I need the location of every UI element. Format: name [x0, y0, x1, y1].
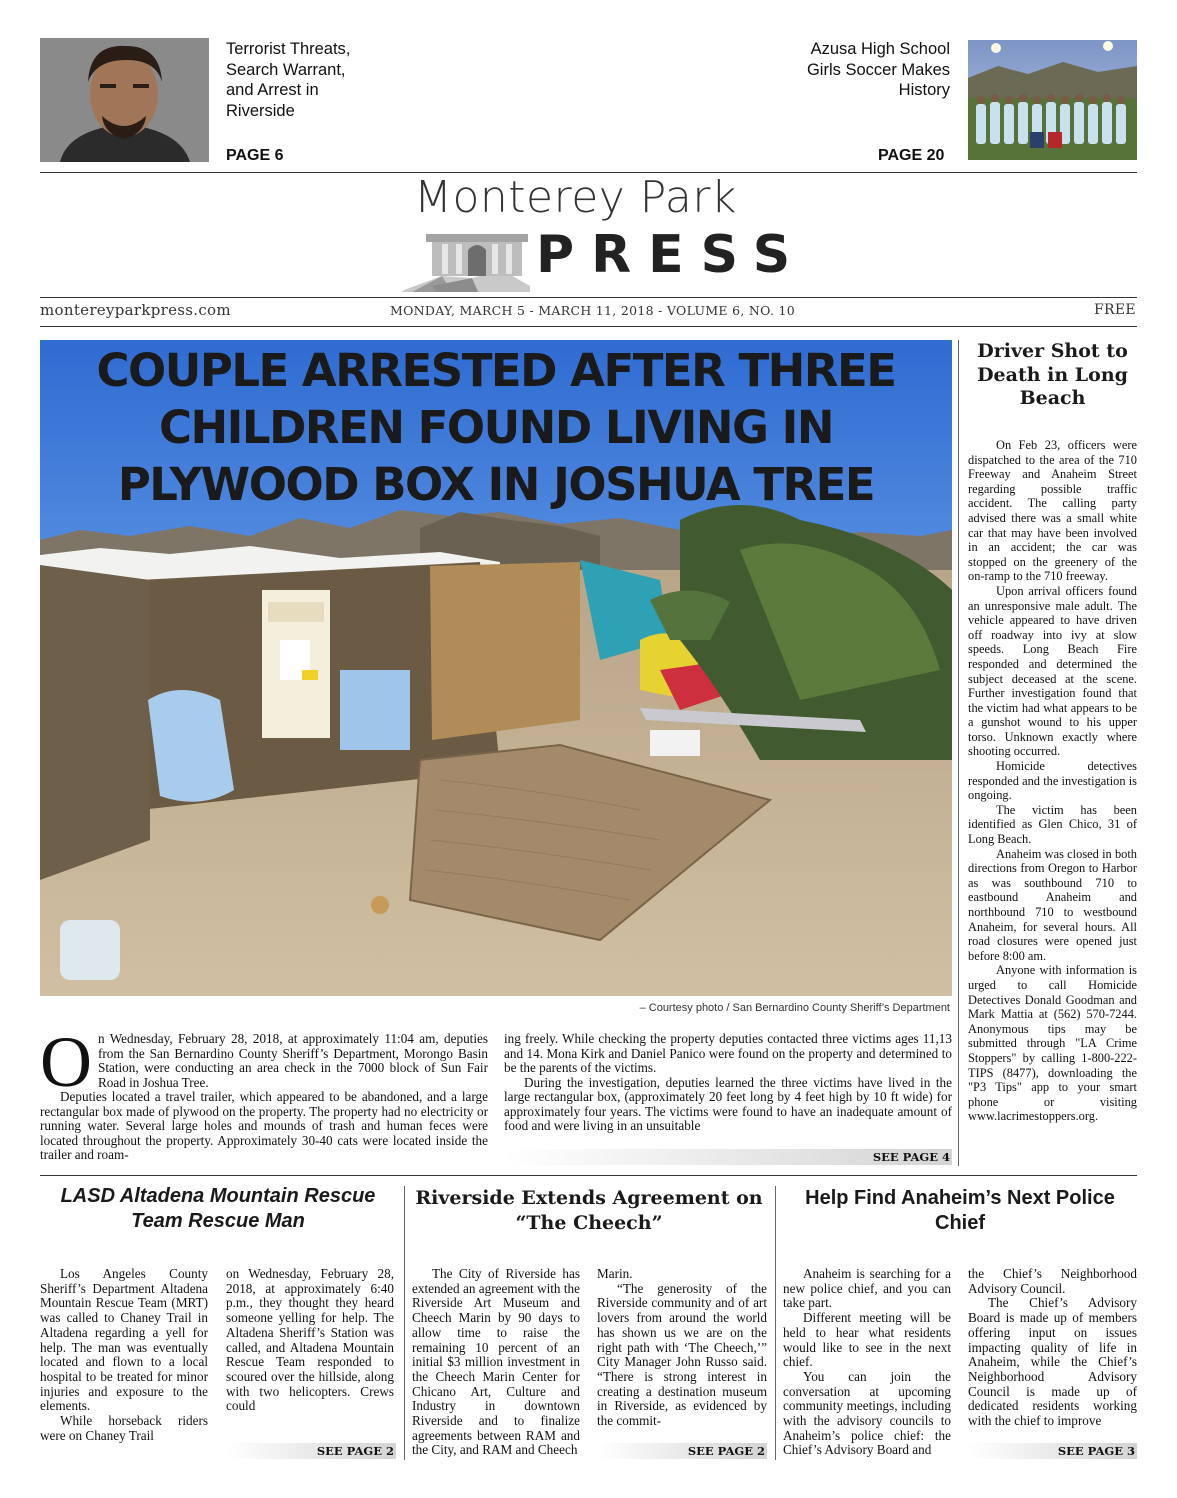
issue-info: MONDAY, MARCH 5 - MARCH 11, 2018 - VOLUME 6, NO. 10 — [390, 303, 796, 318]
see-page-label[interactable]: SEE PAGE 2 — [687, 1444, 765, 1458]
story1-column-2 — [226, 1267, 394, 1414]
story3-column-1 — [783, 1267, 951, 1458]
teaser-left-headline[interactable]: Terrorist Threats, Search Warrant, and Arrest in Riverside — [226, 40, 351, 120]
story1-headline[interactable]: LASD Altadena Mountain Rescue Team Rescue Man — [60, 1185, 376, 1232]
see-page-label[interactable]: SEE PAGE 2 — [316, 1444, 394, 1458]
see-page-label[interactable]: SEE PAGE 3 — [1057, 1444, 1135, 1458]
teaser-right-page[interactable]: PAGE 20 — [878, 147, 945, 164]
lead-story-paragraph: Deputies located a travel trailer, which appeared to be abandoned, and a large rectangular box made of plywood on the property. The property had no electricity or running water. Several large holes and mounds of trash and human feces were located throughout the property. Approximately 30-40 cats were located inside the trailer and roam- — [40, 1089, 488, 1162]
lead-see-page-link[interactable] — [504, 1149, 952, 1165]
sidebar-body — [968, 438, 1137, 1124]
bottom-section-rule — [40, 1175, 1137, 1176]
story1-paragraph: While horseback riders were on Chaney Trail — [40, 1413, 208, 1443]
lead-headline[interactable]: COUPLE ARRESTED AFTER THREE CHILDREN FOUND LIVING IN PLYWOOD BOX IN JOSHUA TREE — [96, 344, 896, 511]
lead-story-paragraph: ing freely. While checking the property deputies contacted three victims ages 11,13 and 14. Mona Kirk and Daniel Panico were found on the property and determined to be the parents of the victims. — [504, 1031, 952, 1075]
sidebar-headline[interactable]: Driver Shot to Death in Long Beach — [977, 340, 1128, 409]
sidebar-divider — [958, 340, 959, 1166]
photo-credit: – Courtesy photo / San Bernardino County Sheriff’s Department — [639, 1002, 950, 1014]
masthead-press[interactable]: PRESS — [536, 225, 808, 285]
soccer-team-photo[interactable] — [968, 40, 1137, 160]
masthead-rule-top — [40, 297, 1137, 298]
story2-paragraph: The City of Riverside has extended an agreement with the Riverside Art Museum and Cheech Marin by 90 days to allow time to raise the remaining 10 percent of an initial $3 million investment in the Cheech Marin Center for Chicano Art, Culture and Industry in downtown Riverside and to finalize agreements between RAM and the City, and RAM and Cheech — [412, 1266, 580, 1458]
lead-story-column-2 — [504, 1032, 952, 1134]
sidebar-paragraph: Upon arrival officers found an unresponsive male adult. The vehicle appeared to have driven off roadway into ivy at slow speeds. Long Beach Fire responded and determined the subject deceased at the scene. Further investigation found that the victim had what appears to be a gunshot wound to his upper torso. Unknown exactly where shooting occurred. — [968, 583, 1137, 759]
story3-headline[interactable]: Help Find Anaheim’s Next Police Chief — [805, 1187, 1115, 1234]
landmark-logo-icon — [402, 226, 532, 292]
masthead-title[interactable]: Monterey Park — [414, 172, 737, 223]
website-link[interactable]: montereyparkpress.com — [40, 301, 231, 319]
story2-headline[interactable]: Riverside Extends Agreement on “The Cheech” — [415, 1187, 763, 1234]
lead-story-paragraph: During the investigation, deputies learned the three victims have lived in the large rectangular box, (approximately 20 feet long by 4 feet high by 10 ft wide) for approximately four years. The victims were found to have an inadequate amount of food and were living in an unsuitable — [504, 1074, 952, 1133]
lead-story-column-1 — [40, 1022, 488, 1163]
story3-paragraph: The Chief’s Advisory Board is made up of members offering input on issues impacting quality of life in Anaheim, while the Chief’s Neighborhood Advisory Council is made up of dedicated residents working with the chief to improve — [968, 1295, 1137, 1429]
masthead-rule-bottom — [40, 326, 1137, 327]
story3-see-page-link[interactable] — [968, 1443, 1137, 1459]
story1-paragraph: on Wednesday, February 28, 2018, at approximately 6:40 p.m., they thought they heard someone yelling for help. The Altadena Sheriff’s Station was called, and Altadena Mountain Rescue Team responded to scoured over the hillside, along with two helicopters. Crews could — [226, 1266, 394, 1414]
sidebar-paragraph: The victim has been identified as Glen Chico, 31 of Long Beach. — [968, 802, 1137, 847]
column-divider-2 — [775, 1186, 776, 1460]
column-divider-1 — [404, 1186, 405, 1460]
teaser-right-headline[interactable]: Azusa High School Girls Soccer Makes History — [806, 40, 950, 99]
mugshot-photo[interactable] — [40, 38, 209, 162]
story3-paragraph: Different meeting will be held to hear what residents would like to see in the next chief. — [783, 1310, 951, 1370]
see-page-label[interactable]: SEE PAGE 4 — [872, 1150, 950, 1164]
story1-paragraph: Los Angeles County Sheriff’s Department Altadena Mountain Rescue Team (MRT) was called to Chaney Trail in Altadena regarding a yell for help. The man was eventually located and flown to a local hospital to be treated for minor injuries and exposure to the elements. — [40, 1266, 208, 1414]
dropcap-letter: O — [40, 1022, 92, 1102]
story2-see-page-link[interactable] — [597, 1443, 767, 1459]
story3-column-2 — [968, 1267, 1137, 1429]
price-label: FREE — [1094, 302, 1136, 318]
story1-column-1 — [40, 1267, 208, 1443]
story2-paragraph: “The generosity of the Riverside community and of art lovers from around the world has shown us we are on the right path with ‘The Cheech,’” City Manager John Russo said. “There is strong interest in creating a destination museum in Riverside, as evidenced by the commit- — [597, 1280, 767, 1429]
teaser-left-page[interactable]: PAGE 6 — [226, 147, 284, 164]
sidebar-paragraph: Anyone with information is urged to call Homicide Detectives Donald Goodman and Mark Mattia at (562) 570-7244. Anonymous tips may be submitted through "LA Crime Stoppers" by calling 1-800-222-TIPS (8477), downloading the "P3 Tips" app to your smart phone or visiting www.lacrimestoppers.org. — [968, 963, 1137, 1124]
story3-paragraph: the Chief’s Neighborhood Advisory Council. — [968, 1266, 1137, 1296]
lead-story-paragraph: n Wednesday, February 28, 2018, at approximately 11:04 am, deputies from the San Bernardino County Sheriff’s Department, Morongo Basin Station, were conducting an area check in the 7000 block of Sun Fair Road in Joshua Tree. — [98, 1031, 488, 1090]
sidebar-paragraph: On Feb 23, officers were dispatched to the area of the 710 Freeway and Anaheim Street regarding possible traffic accident. The calling party advised there was a small white car that may have been involved in an accident; the car was stopped on the greenery of the on-ramp to the 710 freeway. — [968, 438, 1137, 584]
story2-column-2 — [597, 1267, 767, 1429]
sidebar-paragraph: Homicide detectives responded and the investigation is ongoing. — [968, 759, 1137, 803]
story1-see-page-link[interactable] — [226, 1443, 396, 1459]
story2-paragraph: Marin. — [597, 1266, 633, 1281]
sidebar-paragraph: Anaheim was closed in both directions from Oregon to Harbor as was southbound 710 to eastbound Anaheim and northbound 710 to westbound Anaheim, for several hours. All road closures were opened just before 8:00 am. — [968, 846, 1137, 963]
story3-paragraph: You can join the conversation at upcoming community meetings, including with the advisory councils to Anaheim’s police chief: the Chief’s Advisory Board and — [783, 1368, 951, 1458]
story3-paragraph: Anaheim is searching for a new police chief, and you can take part. — [783, 1266, 951, 1311]
story2-column-1 — [412, 1267, 580, 1458]
